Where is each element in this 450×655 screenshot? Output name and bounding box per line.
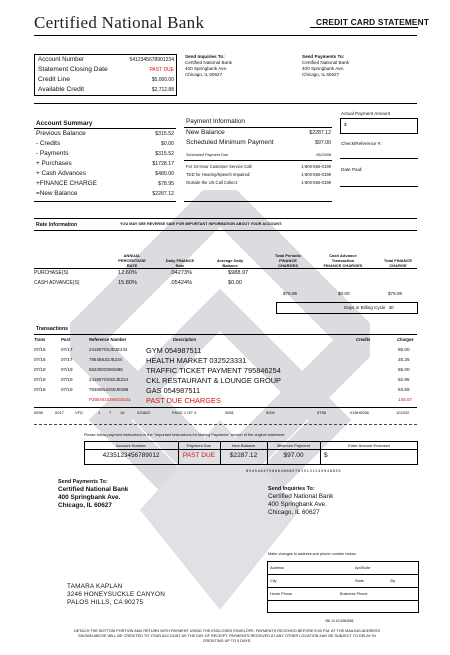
coupon-value: $2287.12 bbox=[229, 452, 258, 459]
summary-row bbox=[36, 150, 174, 157]
form-code: 356 10 1016964856 bbox=[325, 619, 354, 623]
rate-header bbox=[262, 253, 314, 268]
tx-trans-date: 07/18 bbox=[34, 387, 46, 392]
rate-header bbox=[317, 253, 369, 268]
bank-name: Certified National Bank bbox=[34, 13, 205, 32]
field-business-phone[interactable]: Business Phone bbox=[340, 592, 368, 596]
rate-adb: $988.97 bbox=[228, 270, 249, 276]
summary-row bbox=[36, 160, 174, 167]
tx-charge: 25.25 bbox=[398, 357, 410, 362]
coupon-divider bbox=[220, 441, 221, 465]
account-box-row bbox=[38, 66, 174, 73]
tx-charge: 55.00 bbox=[398, 367, 410, 372]
table-row bbox=[0, 396, 450, 405]
rate-header bbox=[204, 258, 256, 268]
coupon-header: Payment Due bbox=[186, 443, 212, 448]
tx-post-date: 07/19 bbox=[61, 367, 73, 372]
table-row bbox=[0, 356, 450, 365]
payment-info-row bbox=[186, 129, 331, 136]
account-box bbox=[34, 54, 177, 96]
coupon-instruction: Please follow payment instructions in the "Important Instructions for Making Payments" section of the original statement. bbox=[84, 433, 286, 437]
payments-to-line: 400 Springbank Ave. bbox=[302, 65, 345, 71]
summary-label: - Credits bbox=[36, 140, 61, 147]
transactions-headers bbox=[0, 337, 450, 345]
table-row bbox=[0, 366, 450, 375]
transactions-header: Credits bbox=[356, 337, 371, 342]
customer-address bbox=[67, 583, 165, 607]
tx-post-date: 07/19 bbox=[61, 377, 73, 382]
rate-header-line: CHARGES bbox=[277, 263, 298, 268]
transactions-header: Description bbox=[173, 337, 197, 342]
rate-daily: .04273% bbox=[170, 270, 193, 276]
rate-apr: 15.80% bbox=[118, 280, 137, 286]
summary-label: =New Balance bbox=[36, 190, 78, 197]
coupon-header: Minimum Payment bbox=[276, 443, 311, 448]
phone-label: For 24-Hour Customer Service Call: bbox=[186, 164, 253, 169]
transactions-header: Reference Number bbox=[89, 337, 127, 342]
transactions-footer-item: 0017 bbox=[55, 410, 64, 415]
field-state[interactable]: State bbox=[355, 579, 364, 583]
tx-reference: 241807G6JDJE234 bbox=[89, 347, 128, 352]
send-payments-label: Send Payments To: bbox=[58, 479, 108, 485]
customer-city: PALOS HILLS, CA 90275 bbox=[67, 599, 144, 606]
coupon-value: $97.00 bbox=[283, 452, 304, 459]
address-change-title: Make changes to address and phone number below: bbox=[268, 552, 357, 556]
rate-header-line: Total FINANCE bbox=[383, 258, 413, 263]
transactions-footer-item: 020822 bbox=[137, 410, 151, 415]
payment-due-label: Scheduled Payment Due bbox=[186, 153, 229, 157]
summary-row bbox=[36, 190, 174, 197]
total-periodic: $78.95 bbox=[283, 291, 298, 296]
tx-description: PAST DUE CHARGES bbox=[146, 396, 221, 405]
transactions-footer-item: PAGE 1 OF 4 bbox=[172, 410, 197, 415]
table-row bbox=[0, 346, 450, 355]
transactions-footer-item: VFD bbox=[75, 410, 83, 415]
rate-header-line: FINANCE CHARGES bbox=[323, 263, 363, 268]
phone-value: 1-800-555-0199 bbox=[301, 180, 331, 185]
transactions-footer-item: 8T56 bbox=[317, 410, 327, 415]
amount-enclosed-field[interactable]: $ bbox=[324, 452, 328, 459]
rate-header-line: ANNUAL bbox=[123, 253, 141, 258]
payments-to-block bbox=[302, 54, 349, 78]
summary-row bbox=[36, 180, 174, 187]
payment-info-label: Scheduled Minimum Payment bbox=[186, 139, 274, 146]
payments-to-label: Send Payments To: bbox=[302, 54, 345, 59]
check-ref-field[interactable] bbox=[340, 158, 418, 159]
tear-line bbox=[34, 424, 417, 425]
billing-cycle-label: Days in Billing Cycle bbox=[344, 305, 386, 310]
tx-reference: P2864010384015151 bbox=[89, 397, 131, 402]
tx-trans-date: 07/18 bbox=[34, 367, 46, 372]
summary-row bbox=[36, 170, 174, 177]
transactions-footer-item: 5581 bbox=[225, 410, 234, 415]
dollar-sign: $ bbox=[344, 122, 347, 127]
coupon-value: PAST DUE bbox=[182, 452, 216, 459]
field-home-phone[interactable]: Home Phone bbox=[270, 592, 293, 596]
payment-info-value: $97.00 bbox=[315, 139, 331, 146]
rate-header-line: Transaction bbox=[331, 258, 355, 263]
phone-label: Outside the US Call Collect: bbox=[186, 180, 238, 185]
inquiries-block bbox=[185, 54, 232, 78]
send-inquiries-line: Chicago, IL 60627 bbox=[268, 509, 320, 517]
account-box-row bbox=[38, 86, 174, 93]
detach-note: DETACH THE BOTTOM PORTION AND RETURN WITH PAYMENT USING THE ENCLOSED ENVELOPE. PAYMENTS RECEIVED BEFORE 5:00 P.M. AT THE MAILING ADDRESS SHOWN ABOVE WILL BE CREDITED TO YOUR ACCOUNT AS THE DAY OF RECEIPT. PAYMENTS RECEIVED AT ANY OTHER LOCATION MAY BE SUBJECT TO DELAY IN CREDITING UP TO 5 DAYS. bbox=[74, 629, 380, 644]
payment-due-row bbox=[186, 153, 331, 158]
field-address[interactable]: Address bbox=[270, 566, 284, 570]
payment-due-value: 05/23/08 bbox=[316, 153, 331, 157]
field-apt[interactable]: Apt/Suite bbox=[355, 566, 371, 570]
document-title: CREDIT CARD STATEMENT bbox=[316, 17, 430, 27]
transactions-footer-item: 16 bbox=[120, 410, 125, 415]
tx-charge: 55.00 bbox=[398, 347, 410, 352]
phone-row bbox=[186, 180, 331, 185]
payments-to-line: Certified National Bank bbox=[302, 59, 349, 65]
rate-daily: .05424% bbox=[170, 280, 193, 286]
header-rule bbox=[34, 35, 417, 36]
summary-value: $78.95 bbox=[158, 180, 174, 187]
field-zip[interactable]: Zip bbox=[390, 579, 396, 583]
transactions-header: Trans bbox=[34, 337, 46, 342]
tx-charge: 148.67 bbox=[398, 397, 413, 402]
coupon-header: New Balance bbox=[231, 443, 256, 448]
summary-value: $1728.17 bbox=[152, 160, 174, 167]
summary-label: +FINANCE CHARGE bbox=[36, 180, 97, 187]
payment-info-value: $2287.12 bbox=[309, 129, 331, 136]
transactions-footer-item: 1 bbox=[98, 410, 101, 415]
tx-trans-date: 07/15 bbox=[34, 347, 46, 352]
summary-value: $0.00 bbox=[161, 140, 174, 147]
tx-description: TRAFFIC TICKET PAYMENT 795846254 bbox=[146, 366, 281, 375]
rate-header-line: Total Periodic bbox=[274, 253, 302, 258]
tx-trans-date: 07/18 bbox=[34, 377, 46, 382]
phone-row bbox=[186, 164, 331, 169]
send-inquiries-block bbox=[268, 486, 333, 517]
tx-reference: 241807G6SDJE234 bbox=[89, 377, 129, 382]
rate-header bbox=[154, 258, 206, 268]
rate-header-line: Daily FINANCE bbox=[165, 258, 195, 263]
customer-name: TAMARA KAPLAN bbox=[67, 583, 123, 590]
rate-header bbox=[372, 258, 424, 268]
coupon-divider bbox=[178, 441, 179, 465]
rate-notice: YOU MAY SEE REVERSE SIDE FOR IMPORTANT INFORMATION ABOUT YOUR ACCOUNT: bbox=[120, 222, 283, 226]
summary-value: $480.00 bbox=[155, 170, 174, 177]
rate-adb: $0.00 bbox=[228, 280, 242, 286]
account-box-label: Account Number bbox=[38, 56, 85, 63]
payment-info-title: Payment Information bbox=[186, 118, 245, 125]
account-box-value: $2,712.88 bbox=[151, 86, 174, 93]
coupon-header: Account Number bbox=[116, 443, 146, 448]
transactions-title: Transactions bbox=[36, 326, 69, 332]
summary-label: + Cash Advances bbox=[36, 170, 86, 177]
account-box-value: PAST DUE bbox=[149, 66, 174, 73]
transactions-header: Post bbox=[61, 337, 71, 342]
summary-row bbox=[36, 130, 174, 137]
tx-reference: 562300G8KE688 bbox=[89, 367, 123, 372]
check-ref-label: Check/Reference #: bbox=[341, 141, 382, 146]
send-payments-line: 400 Springbank Ave. bbox=[58, 494, 121, 502]
transactions-footer-item: 5596 bbox=[34, 410, 43, 415]
phone-label: TDD for Hearing/Speech Impaired: bbox=[186, 172, 251, 177]
rate-headers bbox=[0, 240, 450, 270]
account-summary-title: Account Summary bbox=[36, 120, 93, 127]
date-paid-label: Date Paid: bbox=[341, 167, 363, 172]
account-box-label: Statement Closing Date bbox=[38, 66, 108, 73]
summary-value: $2287.12 bbox=[152, 190, 174, 197]
tx-description: CKL RESTAURANT & LOUNGE GROUP bbox=[146, 376, 281, 385]
rate-header-line: FINANCE bbox=[279, 258, 297, 263]
summary-label: Previous Balance bbox=[36, 130, 86, 137]
rate-label: CASH ADVANCE(S) bbox=[34, 280, 80, 286]
tx-description: HEALTH MARKET 032523331 bbox=[146, 356, 247, 365]
phone-value: 1-800-555-0199 bbox=[301, 164, 331, 169]
payments-to-line: Chicago, IL 60627 bbox=[302, 71, 340, 77]
coupon-value: 4235123456789012 bbox=[102, 452, 160, 459]
rate-title: Rate Information bbox=[36, 222, 78, 228]
tx-reference: 7954B6JDJE234 bbox=[89, 357, 122, 362]
summary-label: - Payments bbox=[36, 150, 69, 157]
actual-payment-field[interactable] bbox=[340, 118, 418, 134]
rate-header-line: Cash Advance bbox=[329, 253, 357, 258]
tx-post-date: 07/19 bbox=[61, 387, 73, 392]
inquiries-label: Send Inquiries To: bbox=[185, 54, 225, 59]
phone-row bbox=[186, 172, 331, 177]
transactions-footer-item: 9000 bbox=[266, 410, 275, 415]
summary-value: $315.52 bbox=[155, 150, 174, 157]
send-payments-block bbox=[58, 479, 128, 510]
rate-header-line: Average Daily bbox=[216, 258, 244, 263]
payment-info-row bbox=[186, 139, 331, 146]
actual-payment-label: Actual Payment Amount bbox=[341, 111, 391, 116]
rate-header-line: Rate bbox=[175, 263, 185, 268]
transactions-header: Charges bbox=[397, 337, 414, 342]
rate-header-line: PERCENTAGE bbox=[118, 258, 146, 263]
transactions-footer-item: 102332 bbox=[396, 410, 410, 415]
table-row bbox=[0, 376, 450, 385]
account-box-label: Credit Line bbox=[38, 76, 70, 83]
inquiries-line: Certified National Bank bbox=[185, 59, 232, 65]
tx-reference: 794858UG6DJE088 bbox=[89, 387, 129, 392]
transactions-footer bbox=[0, 410, 450, 417]
summary-value: $315.52 bbox=[155, 130, 174, 137]
tx-post-date: 07/17 bbox=[61, 357, 73, 362]
rate-header-line: RATE bbox=[126, 263, 138, 268]
coupon-header: Enter Amount Enclosed bbox=[348, 443, 390, 448]
send-payments-line: Chicago, IL 60627 bbox=[58, 502, 112, 510]
customer-street: 3246 HONEYSUCKLE CANYON bbox=[67, 591, 166, 598]
total-finance: $78.95 bbox=[388, 291, 403, 296]
table-row bbox=[0, 386, 450, 395]
account-box-row bbox=[38, 56, 174, 63]
send-inquiries-line: Certified National Bank bbox=[268, 493, 334, 501]
summary-row bbox=[36, 140, 174, 147]
tx-post-date: 07/17 bbox=[61, 347, 73, 352]
send-inquiries-line: 400 Springbank Ave. bbox=[268, 501, 327, 509]
rate-header-line: Balance bbox=[222, 263, 238, 268]
inquiries-line: Chicago, IL 60627 bbox=[185, 71, 223, 77]
total-cash: $0.00 bbox=[338, 291, 350, 296]
micr-line: 894548479006406897615131245948855 bbox=[246, 468, 342, 473]
account-box-label: Available Credit bbox=[38, 86, 85, 93]
inquiries-line: 400 Springbank Ave. bbox=[185, 65, 228, 71]
send-payments-line: Certified National Bank bbox=[58, 486, 129, 494]
tx-description: GAS 054987511 bbox=[146, 386, 201, 395]
rate-apr: 12.60% bbox=[118, 270, 137, 276]
account-box-row bbox=[38, 76, 174, 83]
coupon-divider bbox=[320, 441, 321, 465]
summary-label: + Purchases bbox=[36, 160, 72, 167]
tx-charge: 62.95 bbox=[398, 377, 410, 382]
tx-description: GYM 054987511 bbox=[146, 346, 202, 355]
payment-info-label: New Balance bbox=[186, 129, 225, 136]
transactions-footer-item: 7 bbox=[109, 410, 112, 415]
tx-charge: 53.59 bbox=[398, 387, 410, 392]
billing-cycle-value: 30 bbox=[388, 305, 394, 310]
account-box-value: $5,000.00 bbox=[151, 76, 174, 83]
coupon-cells bbox=[84, 441, 418, 465]
rate-header-line: CHARGE bbox=[389, 263, 407, 268]
transactions-footer-item: 01BH5056 bbox=[350, 410, 369, 415]
rate-header bbox=[106, 253, 158, 268]
coupon-divider bbox=[267, 441, 268, 465]
rate-label: PURCHASE(S) bbox=[34, 270, 69, 276]
phone-value: 1-800-555-0199 bbox=[301, 172, 331, 177]
field-city[interactable]: City bbox=[270, 579, 277, 583]
send-inquiries-label: Send Inquiries To: bbox=[268, 486, 315, 492]
tx-trans-date: 07/15 bbox=[34, 357, 46, 362]
account-box-value: 5412345678901234 bbox=[129, 56, 174, 63]
date-paid-field[interactable] bbox=[340, 186, 418, 187]
